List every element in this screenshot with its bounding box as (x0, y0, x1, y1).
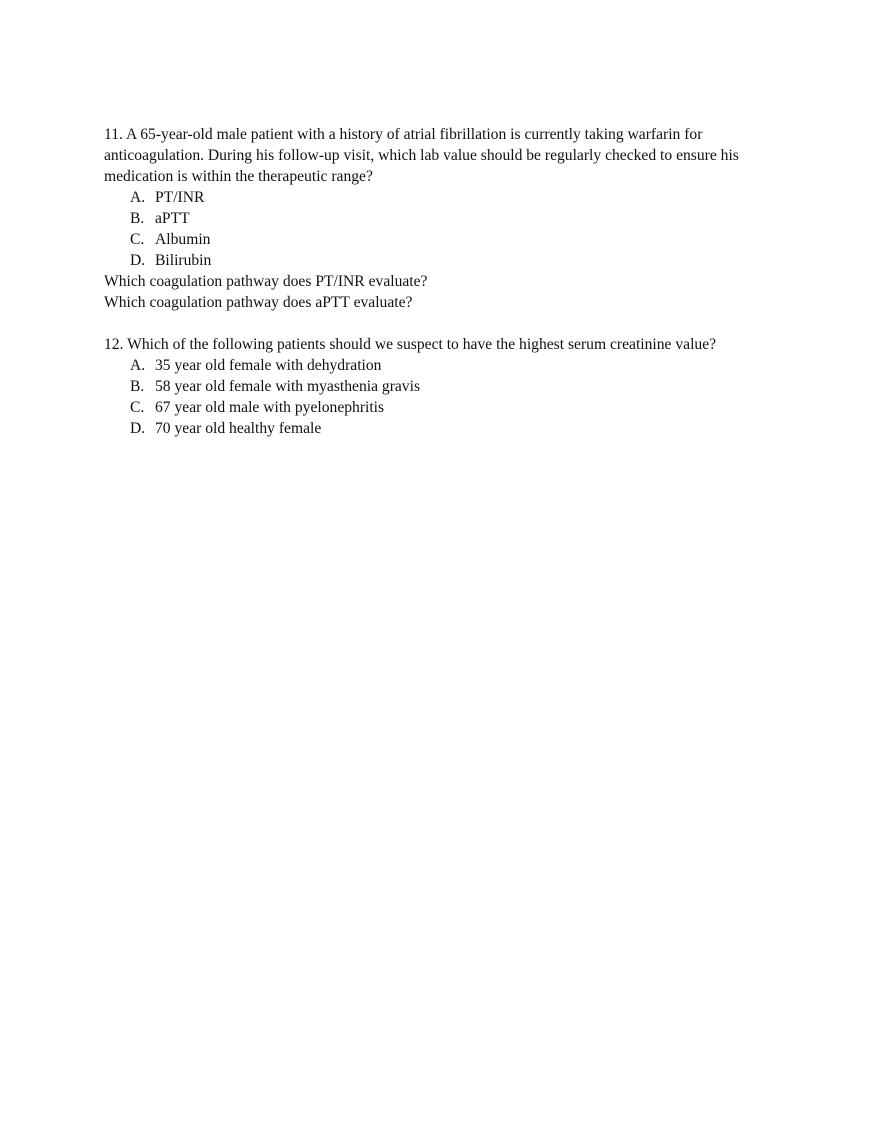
followup-question-aptt: Which coagulation pathway does aPTT evaluate? (104, 294, 413, 311)
option-letter: C. (130, 399, 145, 416)
option-letter: B. (130, 210, 145, 227)
option-text: Bilirubin (155, 252, 212, 269)
question-spacer (104, 313, 764, 334)
option-text: 35 year old female with dehydration (155, 357, 382, 374)
option-letter: B. (130, 378, 145, 395)
option-text: 67 year old male with pyelonephritis (155, 399, 385, 416)
question-11-text: 11. A 65-year-old male patient with a history of atrial fibrillation is currently taking warfarin for anticoagulation. During his follow-up visit, which lab value should be regularly checked to ensure his medication is within the therapeutic range? (104, 126, 739, 185)
option-letter: D. (130, 252, 146, 269)
option-text: 58 year old female with myasthenia gravis (155, 378, 421, 395)
option-letter: A. (130, 189, 146, 206)
option-a (104, 355, 764, 376)
option-letter: A. (130, 357, 146, 374)
question-11-options (104, 187, 764, 271)
option-letter: C. (130, 231, 145, 248)
option-c (104, 229, 764, 250)
option-a (104, 187, 764, 208)
option-c (104, 397, 764, 418)
option-b (104, 208, 764, 229)
option-d (104, 250, 764, 271)
option-text: PT/INR (155, 189, 205, 206)
option-letter: D. (130, 420, 146, 437)
option-text: 70 year old healthy female (155, 420, 322, 437)
question-12-text: 12. Which of the following patients should we suspect to have the highest serum creatinine value? (104, 336, 717, 353)
question-11 (104, 124, 764, 313)
option-text: Albumin (155, 231, 211, 248)
followup-question-ptinr: Which coagulation pathway does PT/INR evaluate? (104, 273, 428, 290)
option-b (104, 376, 764, 397)
question-12 (104, 334, 764, 439)
question-12-options (104, 355, 764, 439)
option-d (104, 418, 764, 439)
option-text: aPTT (155, 210, 190, 227)
document-content (104, 124, 764, 439)
